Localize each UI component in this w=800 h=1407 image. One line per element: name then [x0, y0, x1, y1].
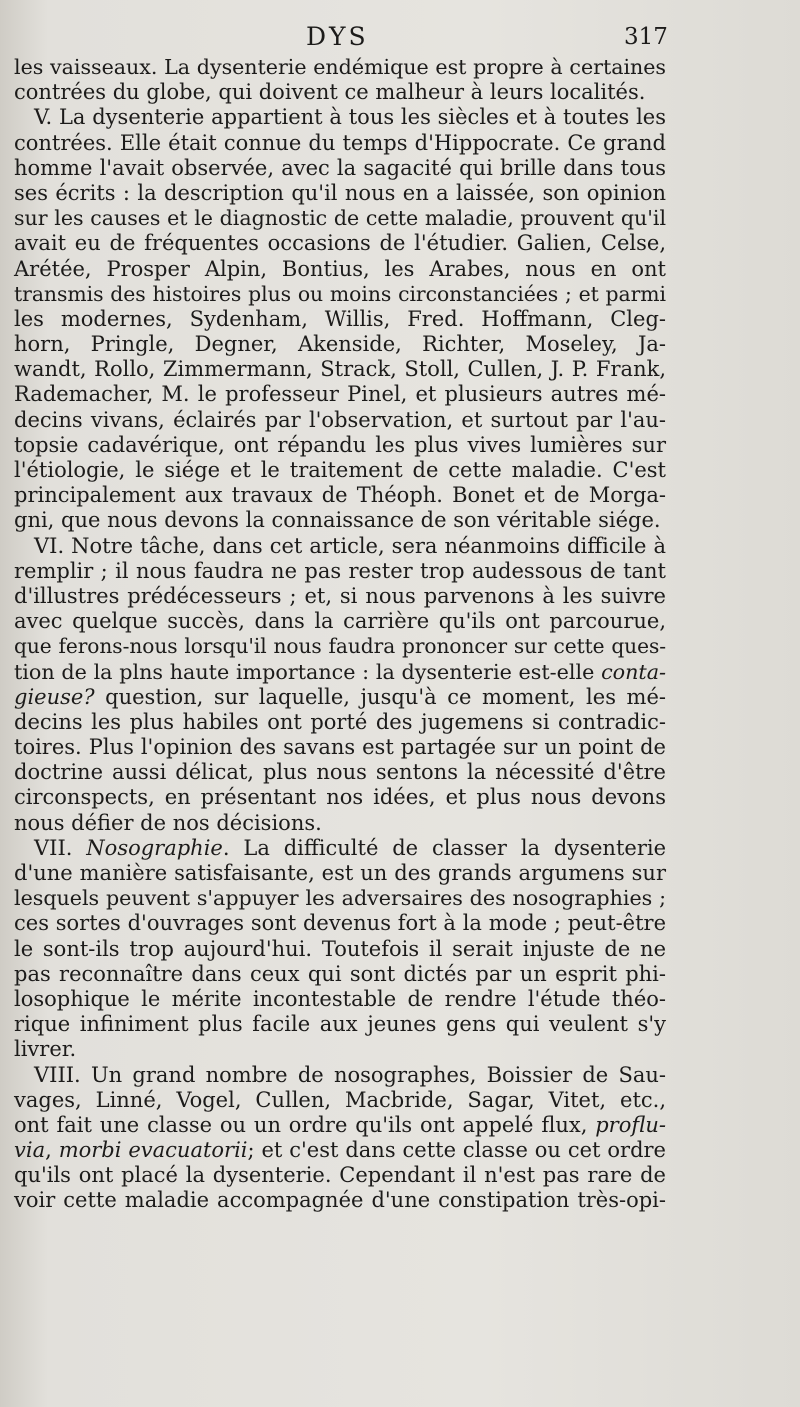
text-line	[14, 836, 666, 861]
text-line: nous défier de nos décisions.	[14, 810, 322, 835]
text-run: ,	[45, 1138, 59, 1163]
text-line: contrées du globe, qui doivent ce malheur à leurs localités.	[14, 80, 646, 105]
text-run: ; et c'est dans cette classe ou cet ordre	[247, 1138, 666, 1163]
text-line: que ferons-nous lorsqu'il nous faudra prononcer sur cette ques-	[14, 634, 666, 659]
text-line: d'une manière satisfaisante, est un des grands argumens sur	[14, 861, 666, 885]
text-line: livrer.	[14, 1037, 77, 1062]
text-line: wandt, Rollo, Zimmermann, Strack, Stoll, Cullen, J. P. Frank,	[14, 357, 666, 382]
text-line: transmis des histoires plus ou moins circonstanciées ; et parmi	[14, 281, 666, 306]
text-line: VI. Notre tâche, dans cet article, sera néanmoins difficile à	[34, 533, 666, 558]
text-line: principalement aux travaux de Théoph. Bonet et de Morga-	[14, 483, 666, 508]
text-run: . La difficulté de classer la dysenterie	[222, 835, 666, 860]
text-line: ses écrits : la description qu'il nous en a laissée, son opinion	[14, 180, 666, 205]
text-line: les vaisseaux. La dysenterie endémique est propre à certaines	[14, 55, 666, 79]
text-line: gni, que nous devons la connaissance de son véritable siége.	[14, 508, 661, 533]
text-line: circonspects, en présentant nos idées, et plus nous devons	[14, 785, 666, 810]
body-text	[14, 55, 666, 1214]
text-line: doctrine aussi délicat, plus nous sentons la nécessité d'être	[14, 760, 666, 785]
text-line: rique infiniment plus facile aux jeunes gens qui veulent s'y	[14, 1012, 666, 1037]
text-line: horn, Pringle, Degner, Akenside, Richter, Moseley, Ja-	[14, 332, 666, 357]
text-run: ont fait une classe ou un ordre qu'ils ont appelé flux,	[14, 1112, 596, 1137]
italic-term: proflu-	[595, 1112, 666, 1137]
text-line	[14, 685, 666, 710]
running-head-title: DYS	[306, 22, 369, 51]
text-line	[14, 660, 666, 685]
text-line: avait eu de fréquentes occasions de l'étudier. Galien, Celse,	[14, 231, 666, 256]
text-line: decins les plus habiles ont porté des jugemens si contradic-	[14, 709, 666, 734]
text-line: sur les causes et le diagnostic de cette maladie, prouvent qu'il	[14, 206, 666, 231]
text-line: l'étiologie, le siége et le traitement de cette maladie. C'est	[14, 458, 666, 482]
text-line	[14, 1113, 666, 1138]
text-line: ces sortes d'ouvrages sont devenus fort à la mode ; peut-être	[14, 911, 666, 936]
text-line: remplir ; il nous faudra ne pas rester trop audessous de tant	[14, 558, 666, 583]
text-line: Rademacher, M. le professeur Pinel, et plusieurs autres mé-	[14, 382, 666, 407]
text-line: lesquels peuvent s'appuyer les adversaires des nosographies ;	[14, 886, 666, 911]
text-line: decins vivans, éclairés par l'observation, et surtout par l'au-	[14, 407, 666, 432]
italic-term: via	[14, 1138, 46, 1163]
text-line: vages, Linné, Vogel, Cullen, Macbride, Sagar, Vitet, etc.,	[14, 1087, 666, 1112]
text-line: avec quelque succès, dans la carrière qu'ils ont parcourue,	[14, 609, 666, 634]
text-line: le sont-ils trop aujourd'hui. Toutefois il serait injuste de ne	[14, 936, 666, 961]
text-run: VII.	[34, 835, 87, 860]
text-line: V. La dysenterie appartient à tous les siècles et à toutes les	[34, 105, 666, 130]
text-line: qu'ils ont placé la dysenterie. Cependant il n'est pas rare de	[14, 1163, 666, 1188]
text-line: les modernes, Sydenham, Willis, Fred. Hoffmann, Cleg-	[14, 306, 666, 331]
text-line: topsie cadavérique, ont répandu les plus vives lumières sur	[14, 432, 666, 457]
text-line: toires. Plus l'opinion des savans est partagée sur un point de	[14, 735, 666, 760]
page-number: 317	[624, 24, 668, 50]
text-line: voir cette maladie accompagnée d'une constipation très-opi-	[14, 1188, 666, 1213]
text-run: tion de la plns haute importance : la dysenterie est-elle	[14, 659, 602, 684]
italic-term: conta-	[601, 659, 666, 684]
text-line: Arétée, Prosper Alpin, Bontius, les Arabes, nous en ont	[14, 256, 666, 281]
italic-term: morbi evacuatorii	[58, 1138, 248, 1163]
text-line: d'illustres prédécesseurs ; et, si nous parvenons à les suivre	[14, 583, 666, 608]
text-run: question, sur laquelle, jusqu'à ce moment, les mé-	[94, 684, 666, 709]
italic-term: gieuse?	[14, 684, 95, 709]
text-line: homme l'avait observée, avec la sagacité qui brille dans tous	[14, 155, 666, 180]
text-line	[14, 1138, 666, 1163]
text-line: losophique le mérite incontestable de rendre l'étude théo-	[14, 986, 666, 1011]
running-head	[0, 22, 800, 56]
text-line: pas reconnaître dans ceux qui sont dictés par un esprit phi-	[14, 961, 666, 986]
text-line: contrées. Elle était connue du temps d'Hippocrate. Ce grand	[14, 130, 666, 155]
text-line: VIII. Un grand nombre de nosographes, Boissier de Sau-	[34, 1062, 666, 1087]
italic-term: Nosographie	[86, 835, 223, 860]
